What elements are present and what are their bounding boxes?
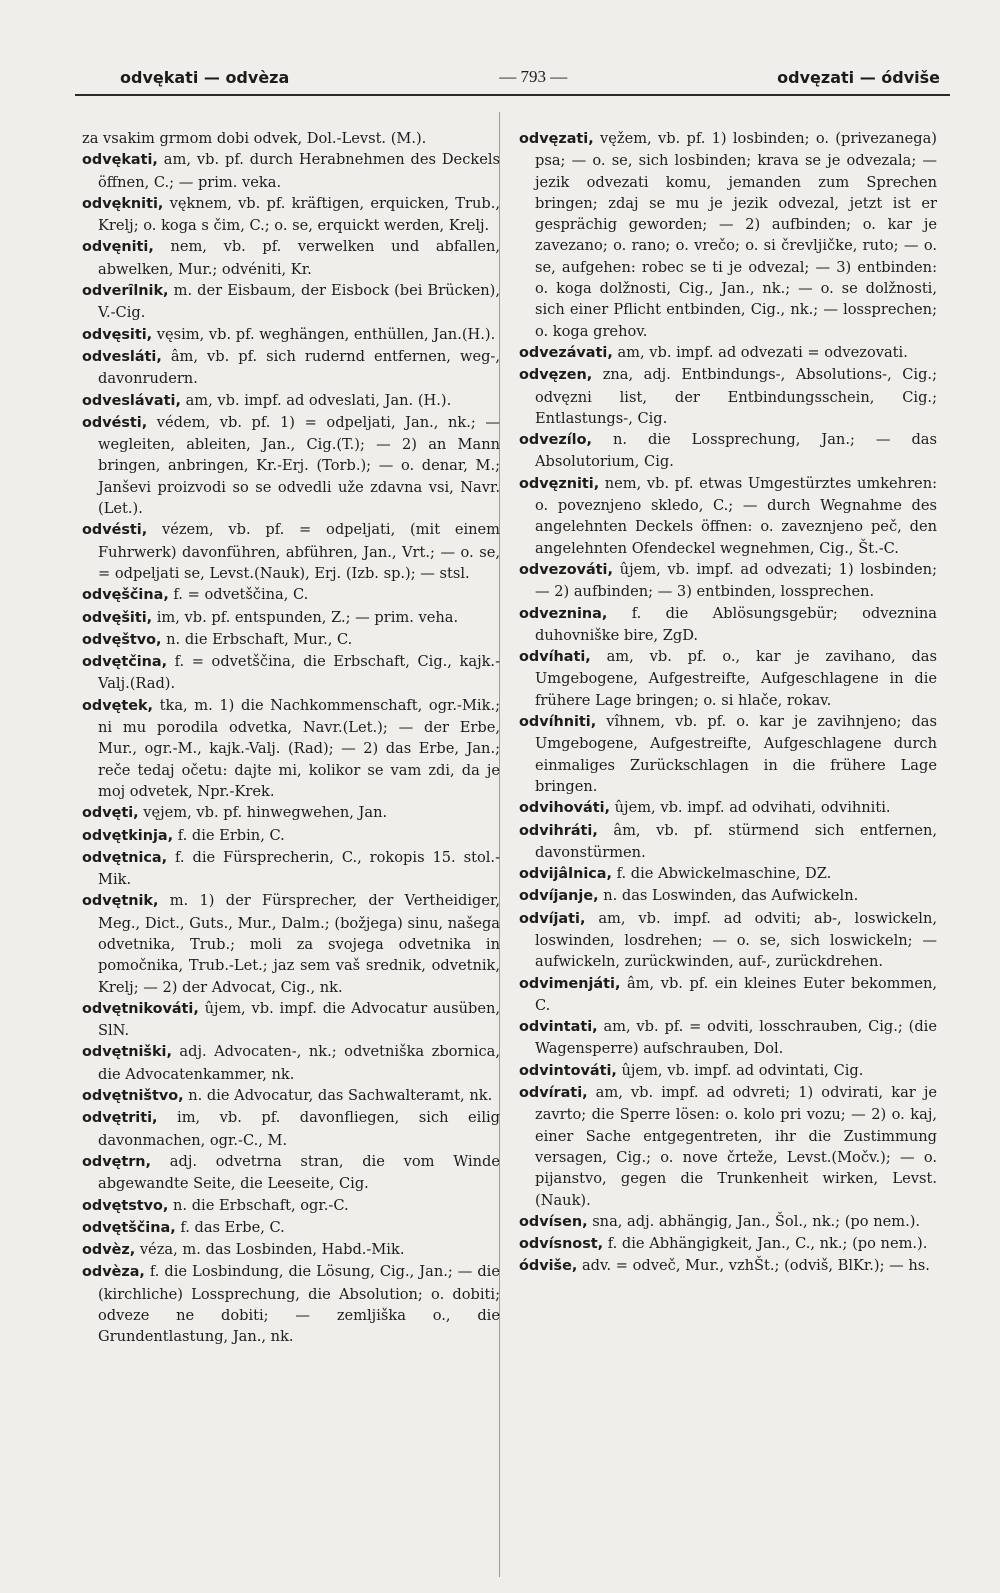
entry-definition: am, vb. impf. ad odveslati, Jan. (H.). xyxy=(185,391,452,409)
dictionary-entry xyxy=(82,998,500,1042)
entry-definition: âm, vb. pf. ein kleines Euter bekommen, C. xyxy=(535,974,937,1014)
entry-definition: am, vb. pf. = odviti, losschrauben, Cig.; (die Wagensperre) aufschrauben, Dol. xyxy=(535,1018,937,1058)
entry-headword: odvęštvo, xyxy=(82,631,162,648)
entry-definition: am, vb. pf. o., kar je zavihano, das Umgebogene, Aufgestreifte, Aufgeschlagene in die frühere Lage bringen; o. si hlače, rokav. xyxy=(535,648,937,709)
dictionary-entry xyxy=(519,559,937,603)
entry-definition: vézem, vb. pf. = odpeljati, (mit einem Fuhrwerk) davonführen, abführen, Jan., Vrt.; — o. se, = odpeljati se, Levst.(Nauk), Erj. (Izb. sp.); — stsl. xyxy=(98,521,501,582)
entry-definition: n. das Loswinden, das Aufwickeln. xyxy=(603,887,859,905)
entry-definition: f. das Erbe, C. xyxy=(180,1218,285,1236)
dictionary-entry xyxy=(82,1217,500,1239)
dictionary-entry xyxy=(519,820,937,864)
dictionary-entry xyxy=(82,1151,500,1195)
entry-definition: sna, adj. abhängig, Jan., Šol., nk.; (po nem.). xyxy=(592,1212,921,1230)
dictionary-entry xyxy=(519,603,937,647)
entry-definition: adv. = odveč, Mur., vzhŠt.; (odviš, BlKr.); — hs. xyxy=(581,1257,930,1275)
entry-headword: odvęščina, xyxy=(82,587,169,604)
dictionary-entry xyxy=(82,1195,500,1217)
entry-headword: odvihováti, xyxy=(519,800,611,817)
entry-definition: im, vb. pf. entspunden, Z.; — prim. veha. xyxy=(156,608,459,626)
dictionary-entry xyxy=(82,346,500,390)
entry-definition: m. 1) der Fürsprecher, der Vertheidiger, Meg., Dict., Guts., Mur., Dalm.; (božjega) sinu, našega odvetnika, Trub.; moli za svojega odvetnika in pomočnika, Trub.-Let.; jaz sem vaš srednik, odvetnik, Krelj; — 2) der Advocat, Cig., nk. xyxy=(98,892,500,996)
entry-definition: f. = odvetščina, C. xyxy=(173,586,309,604)
entry-definition: tka, m. 1) die Nachkommenschaft, ogr.-Mik.; ni mu porodila odvetka, Navr.(Let.); — der Erbe, Mur., ogr.-M., kajk.-Valj. (Rad); — 2) das Erbe, Jan.; reče tedaj očetu: dajte mi, kolikor se vam zdi, da je moj odvetek, Npr.-Krek. xyxy=(98,696,500,800)
dictionary-entry xyxy=(519,973,937,1017)
header-left-guideword: odvękati — odvèza xyxy=(120,67,290,87)
entry-definition: am, vb. impf. ad odviti; ab-, loswickeln, loswinden, losdrehen; — o. se, sich loswickeln; — aufwickeln, zurückwinden, auf-, zurückdrehen. xyxy=(535,909,937,971)
dictionary-entry xyxy=(82,1261,500,1347)
entry-headword: odvezováti, xyxy=(519,561,613,578)
entry-headword: odvętnica, xyxy=(82,849,168,866)
entry-headword: odvętnik, xyxy=(82,893,159,910)
dictionary-entry xyxy=(519,1016,937,1060)
entry-definition: f. die Fürsprecherin, C., rokopis 15. stol.-Mik. xyxy=(98,848,500,889)
dictionary-entry xyxy=(82,825,500,847)
dictionary-entry xyxy=(82,1041,500,1085)
entry-definition: m. der Eisbaum, der Eisbock (bei Brücken), V.-Cig. xyxy=(98,282,501,322)
right-column xyxy=(519,128,937,1278)
dictionary-entry xyxy=(82,149,500,193)
dictionary-entry xyxy=(82,695,500,802)
entry-headword: odvętstvo, xyxy=(82,1197,169,1214)
dictionary-entry xyxy=(82,802,500,824)
entry-headword: odvíhniti, xyxy=(519,714,597,731)
dictionary-entry xyxy=(82,584,500,606)
entry-headword: odvísnost, xyxy=(519,1236,604,1253)
dictionary-entry xyxy=(82,1239,500,1261)
entry-headword: odvęsiti, xyxy=(82,326,153,343)
entry-definition: ûjem, vb. impf. ad odvintati, Cig. xyxy=(621,1061,864,1079)
dictionary-entry xyxy=(82,412,500,519)
dictionary-entry xyxy=(519,908,937,973)
entry-definition: za vsakim grmom dobi odvek, Dol.-Levst. (M.). xyxy=(82,130,427,147)
page-number: — 793 — xyxy=(499,67,568,86)
entry-definition: f. die Ablösungsgebür; odveznina duhovniške bire, ZgD. xyxy=(535,604,938,644)
entry-definition: f. die Abwickelmaschine, DZ. xyxy=(616,865,832,883)
dictionary-entry xyxy=(519,364,937,429)
dictionary-entry xyxy=(82,128,500,149)
header-right-guideword: odvęzati — ódviše xyxy=(777,67,940,87)
dictionary-entry xyxy=(519,885,937,907)
entry-headword: odvęzati, xyxy=(519,131,594,147)
entry-definition: ûjem, vb. impf. die Advocatur ausüben, SlN. xyxy=(98,999,500,1040)
dictionary-entry xyxy=(82,629,500,651)
entry-definition: ûjem, vb. impf. ad odvihati, odvihniti. xyxy=(614,799,891,817)
entry-headword: odvintati, xyxy=(519,1019,598,1036)
entry-headword: odvęzniti, xyxy=(519,475,600,492)
entry-definition: âm, vb. pf. sich rudernd entfernen, weg-, davonrudern. xyxy=(98,347,500,388)
entry-definition: nem, vb. pf. verwelken und abfallen, abwelken, Mur.; odvéniti, Kr. xyxy=(98,238,501,278)
entry-definition: véza, m. das Losbinden, Habd.-Mik. xyxy=(139,1241,405,1259)
entry-definition: n. die Erbschaft, Mur., C. xyxy=(166,630,353,648)
dictionary-entry xyxy=(519,429,937,473)
entry-headword: odvezávati, xyxy=(519,344,613,361)
entry-headword: odvętščina, xyxy=(82,1219,176,1236)
entry-definition: am, vb. impf. ad odvreti; 1) odvirati, kar je zavrto; die Sperre lösen: o. kolo pri vozu; — 2) o. kaj, einer Sache entgegentreten, ihr die Zustimmung versagen, Cig.; o. nove črteže, Levst.(Močv.); — o. pijanstvo, gegen die Trunkenheit wirken, Levst. (Nauk). xyxy=(535,1084,937,1209)
entry-headword: odvętčina, xyxy=(82,654,168,671)
entry-headword: odvísen, xyxy=(519,1213,588,1230)
dictionary-entry xyxy=(82,651,500,695)
dictionary-entry xyxy=(82,607,500,629)
entry-headword: odvíjati, xyxy=(519,910,586,927)
entry-definition: f. = odvetščina, die Erbschaft, Cig., kajk.-Valj.(Rad). xyxy=(98,653,501,693)
entry-headword: odvésti, xyxy=(82,414,148,431)
dictionary-entry xyxy=(519,1082,937,1211)
dictionary-entry xyxy=(519,1255,937,1277)
entry-definition: vęžem, vb. pf. 1) losbinden; o. (privezanega) psa; — o. se, sich losbinden; krava se je odvezala; — jezik odvezati komu, jemanden zum Sprechen bringen; zdaj se mu je jezik odvezal, jetzt ist er gesprächig geworden; — 2) aufbinden; o. kar je zavezano; o. rano; o. vrečo; o. si črevljičke, ruto; — o. se, aufgehen: robec se ti je odvezal; — 3) entbinden: o. koga dolžnosti, Cig., Jan., nk.; — o. se dolžnosti, sich einer Pflicht entbinden, Cig., nk.; — lossprechen; o. koga grehov. xyxy=(535,130,938,340)
header-rule xyxy=(75,94,950,96)
left-column xyxy=(82,128,500,1348)
dictionary-entry xyxy=(519,1060,937,1082)
entry-headword: odvękati, xyxy=(82,152,158,169)
dictionary-entry xyxy=(519,473,937,559)
entry-headword: odvętek, xyxy=(82,697,154,714)
entry-headword: odvętniški, xyxy=(82,1044,172,1061)
dictionary-entry xyxy=(519,1211,937,1233)
entry-definition: vęknem, vb. pf. kräftigen, erquicken, Trub., Krelj; o. koga s čim, C.; o. se, erquickt werden, Krelj. xyxy=(98,194,500,235)
entry-definition: adj. odvetrna stran, die vom Winde abgewandte Seite, die Leeseite, Cig. xyxy=(98,1152,500,1193)
dictionary-entry xyxy=(82,193,500,237)
entry-definition: n. die Lossprechung, Jan.; — das Absolutorium, Cig. xyxy=(535,431,937,471)
entry-headword: odverȋlnik, xyxy=(82,283,169,300)
entry-headword: odvęšiti, xyxy=(82,609,153,626)
entry-definition: zna, adj. Entbindungs-, Absolutions-, Cig.; odvęzni list, der Entbindungsschein, Cig.; Entlastungs-, Cig. xyxy=(535,366,937,427)
entry-headword: odvèza, xyxy=(82,1264,145,1281)
entry-headword: odvíjanje, xyxy=(519,888,599,905)
entry-headword: odvíhati, xyxy=(519,649,591,666)
entry-definition: f. die Erbin, C. xyxy=(177,826,285,844)
entry-definition: am, vb. pf. durch Herabnehmen des Deckels öffnen, C.; — prim. veka. xyxy=(98,151,501,191)
entry-headword: odvijâlnica, xyxy=(519,866,612,883)
dictionary-entry xyxy=(82,280,500,324)
entry-headword: odvimenjáti, xyxy=(519,975,621,992)
entry-definition: vîhnem, vb. pf. o. kar je zavihnjeno; das Umgebogene, Aufgestreifte, Aufgeschlagene durch einmaliges Zurückschlagen in die frühere Lage bringen. xyxy=(535,713,938,795)
entry-definition: im, vb. pf. davonfliegen, sich eilig davonmachen, ogr.-C., M. xyxy=(98,1109,500,1149)
dictionary-entry xyxy=(82,324,500,346)
entry-headword: odvesláti, xyxy=(82,348,162,365)
entry-definition: âm, vb. pf. stürmend sich entfernen, davonstürmen. xyxy=(535,821,938,861)
entry-headword: odvętrn, xyxy=(82,1153,152,1170)
dictionary-entry xyxy=(82,1107,500,1151)
dictionary-entry xyxy=(82,390,500,412)
entry-headword: odvęniti, xyxy=(82,239,154,256)
entry-headword: odvętkinja, xyxy=(82,827,174,844)
entry-definition: am, vb. impf. ad odvezati = odvezovati. xyxy=(617,343,908,361)
entry-headword: odvezílo, xyxy=(519,432,592,449)
dictionary-entry xyxy=(519,1233,937,1255)
entry-definition: n. die Advocatur, das Sachwalteramt, nk. xyxy=(188,1087,493,1105)
entry-headword: odvęti, xyxy=(82,805,139,822)
entry-definition: nem, vb. pf. etwas Umgestürztes umkehren: o. poveznjeno skledo, C.; — durch Wegnahme des angelehnten Deckels öffnen: o. zaveznjeno peč, den angelehnten Ofendeckel wegnehmen, Cig., Št.-C. xyxy=(535,474,938,557)
entry-headword: odvętništvo, xyxy=(82,1088,184,1105)
dictionary-entry xyxy=(82,236,500,280)
entry-definition: ûjem, vb. impf. ad odvezati; 1) losbinden; — 2) aufbinden; — 3) entbinden, lossprechen. xyxy=(535,560,937,601)
entry-headword: ódviše, xyxy=(519,1258,578,1275)
entry-headword: odvèz, xyxy=(82,1242,136,1259)
entry-definition: f. die Abhängigkeit, Jan., C., nk.; (po nem.). xyxy=(607,1235,928,1253)
entry-headword: odvętnikováti, xyxy=(82,1000,199,1017)
entry-definition: adj. Advocaten-, nk.; odvetniška zbornica, die Advocatenkammer, nk. xyxy=(98,1043,500,1083)
entry-headword: odvintováti, xyxy=(519,1062,617,1079)
entry-definition: n. die Erbschaft, ogr.-C. xyxy=(173,1196,349,1214)
entry-headword: odvęzen, xyxy=(519,367,593,384)
entry-headword: odvękniti, xyxy=(82,195,164,212)
dictionary-entry xyxy=(519,797,937,819)
entry-headword: odvętriti, xyxy=(82,1110,158,1127)
dictionary-entry xyxy=(519,646,937,711)
dictionary-entry xyxy=(519,342,937,364)
entry-definition: f. die Losbindung, die Lösung, Cig., Jan.; — die (kirchliche) Lossprechung, die Absolution; o. dobiti; odveze ne dobiti; — zemljiška o., die Grundentlastung, Jan., nk. xyxy=(98,1263,500,1346)
entry-headword: odveslávati, xyxy=(82,392,181,409)
dictionary-entry xyxy=(82,519,500,584)
entry-definition: vęsim, vb. pf. weghängen, enthüllen, Jan.(H.). xyxy=(156,325,496,343)
dictionary-entry xyxy=(82,1085,500,1107)
entry-headword: odvihráti, xyxy=(519,822,598,839)
dictionary-entry xyxy=(519,128,937,342)
dictionary-entry xyxy=(519,711,937,797)
entry-definition: vęjem, vb. pf. hinwegwehen, Jan. xyxy=(143,804,388,822)
running-header xyxy=(120,62,940,92)
dictionary-entry xyxy=(519,863,937,885)
dictionary-entry xyxy=(82,890,500,997)
entry-headword: odvésti, xyxy=(82,522,148,539)
entry-definition: védem, vb. pf. 1) = odpeljati, Jan., nk.; — wegleiten, ableiten, Jan., Cig.(T.); — 2) an Mann bringen, anbringen, Kr.-Erj. (Torb.); — o. denar, M.; Janševi proizvodi so se odvedli uže zdavna vsi, Navr.(Let.). xyxy=(98,413,500,518)
entry-headword: odveznina, xyxy=(519,605,608,622)
dictionary-entry xyxy=(82,847,500,891)
entry-headword: odvírati, xyxy=(519,1085,588,1102)
